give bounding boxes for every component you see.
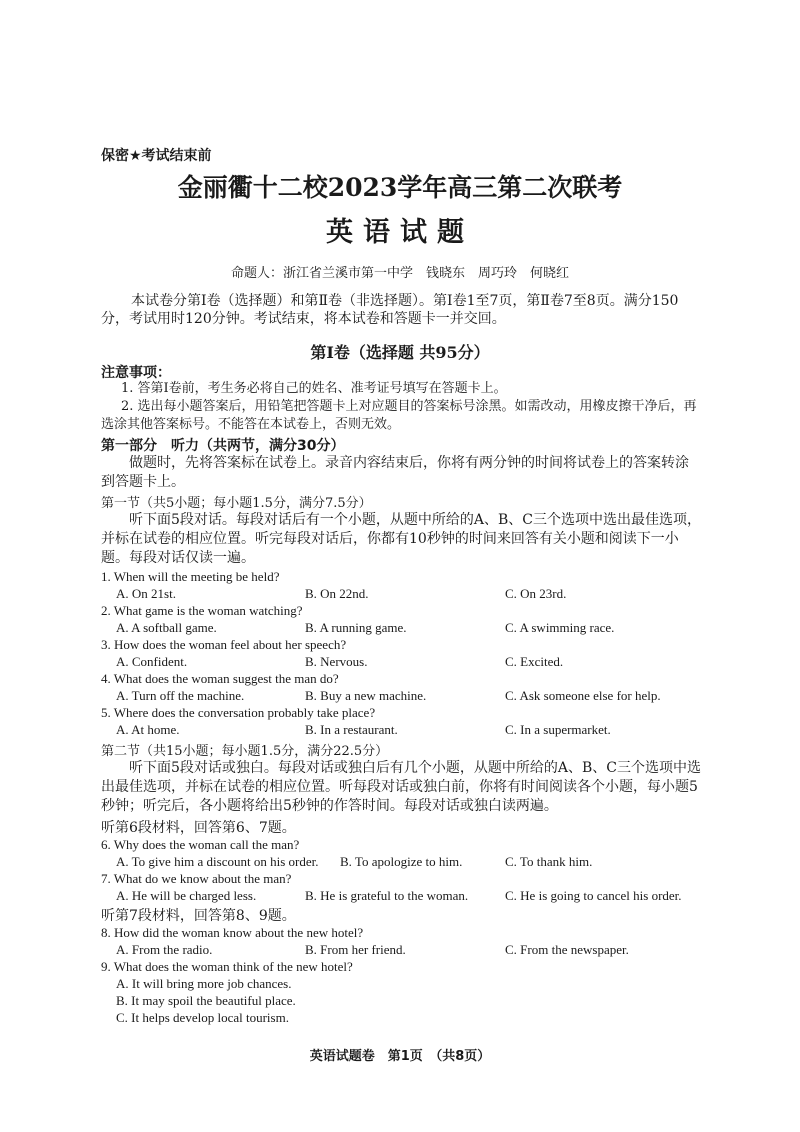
question-3: 3. How does the woman feel about her speech? xyxy=(101,637,347,652)
option-b: B. In a restaurant. xyxy=(305,722,398,737)
option-c: C. It helps develop local tourism. xyxy=(116,1010,289,1025)
page-footer: 英语试题卷 第1页 （共8页） xyxy=(309,1049,491,1064)
option-a: A. Turn off the machine. xyxy=(116,688,245,703)
option-b: B. From her friend. xyxy=(305,942,406,957)
question-6: 6. Why does the woman call the man? xyxy=(101,837,300,852)
section1-title: 第一节（共5小题；每小题1.5分，满分7.5分） xyxy=(101,496,372,511)
option-c: C. In a supermarket. xyxy=(505,722,611,737)
section1-instruction: 听下面5段对话。每段对话后有一个小题，从题中所给的A、B、C三个选项中选出最佳选项，并标在试卷的相应位置。听完每段对话后，你都有10秒钟的时间来回答有关小题和阅读下一小题。每段对话仅读一遍。 xyxy=(101,512,702,566)
section2-instruction: 听下面5段对话或独白。每段对话或独白后有几个小题，从题中所给的A、B、C三个选项中选出最佳选项，并标在试卷的相应位置。听每段对话或独白前，你将有时间阅读各个小题，每小题5秒钟；听完后，各小题将给出5秒钟的作答时间。每段对话或独白读两遍。 xyxy=(101,760,702,814)
question-5: 5. Where does the conversation probably take place? xyxy=(101,705,376,720)
question-1: 1. When will the meeting be held? xyxy=(101,569,280,584)
option-a: A. At home. xyxy=(116,722,180,737)
option-c: C. Excited. xyxy=(505,654,564,669)
option-a: A. On 21st. xyxy=(116,586,176,601)
section-one-title: 第Ⅰ卷（选择题 共95分） xyxy=(310,343,490,362)
option-a: A. Confident. xyxy=(116,654,188,669)
question-8: 8. How did the woman know about the new hotel? xyxy=(101,925,364,940)
question-9: 9. What does the woman think of the new hotel? xyxy=(101,959,353,974)
option-b: B. A running game. xyxy=(305,620,407,635)
option-a: A. From the radio. xyxy=(116,942,213,957)
option-c: C. Ask someone else for help. xyxy=(505,688,661,703)
intro-paragraph: 本试卷分第Ⅰ卷（选择题）和第Ⅱ卷（非选择题）。第Ⅰ卷1至7页，第Ⅱ卷7至8页。满分150分，考试用时120分钟。考试结束，将本试卷和答题卡一并交回。 xyxy=(101,293,679,327)
option-b: B. Buy a new machine. xyxy=(305,688,427,703)
option-c: C. From the newspaper. xyxy=(505,942,629,957)
option-b: B. To apologize to him. xyxy=(340,854,463,869)
notice-item: 1. 答第Ⅰ卷前，考生务必将自己的姓名、准考证号填写在答题卡上。 xyxy=(121,381,507,396)
notice-heading: 注意事项： xyxy=(101,365,171,381)
option-b: B. Nervous. xyxy=(305,654,368,669)
option-c: C. A swimming race. xyxy=(505,620,615,635)
option-a: A. He will be charged less. xyxy=(116,888,257,903)
passage-label: 听第6段材料，回答第6、7题。 xyxy=(101,820,296,836)
option-b: B. He is grateful to the woman. xyxy=(305,888,469,903)
confidential-label: 保密★考试结束前 xyxy=(101,148,212,164)
part-one-title: 第一部分 听力（共两节，满分30分） xyxy=(101,438,345,454)
option-b: B. It may spoil the beautiful place. xyxy=(116,993,296,1008)
option-c: C. On 23rd. xyxy=(505,586,567,601)
passage-label: 听第7段材料，回答第8、9题。 xyxy=(101,908,296,924)
option-c: C. To thank him. xyxy=(505,854,593,869)
part-one-instruction: 做题时，先将答案标在试卷上。录音内容结束后，你将有两分钟的时间将试卷上的答案转涂到答题卡上。 xyxy=(101,455,689,490)
exam-title: 金丽衢十二校2023学年高三第二次联考 xyxy=(177,173,623,202)
option-a: A. It will bring more job chances. xyxy=(116,976,292,991)
authors-line: 命题人：浙江省兰溪市第一中学 钱晓东 周巧玲 何晓红 xyxy=(230,266,569,281)
question-7: 7. What do we know about the man? xyxy=(101,871,292,886)
question-4: 4. What does the woman suggest the man do? xyxy=(101,671,339,686)
option-a: A. A softball game. xyxy=(116,620,217,635)
option-c: C. He is going to cancel his order. xyxy=(505,888,682,903)
option-a: A. To give him a discount on his order. xyxy=(116,854,319,869)
question-2: 2. What game is the woman watching? xyxy=(101,603,303,618)
notice-item: 2. 选出每小题答案后，用铅笔把答题卡上对应题目的答案标号涂黑。如需改动，用橡皮擦干净后，再选涂其他答案标号。不能答在本试卷上，否则无效。 xyxy=(101,399,697,432)
section2-title: 第二节（共15小题；每小题1.5分，满分22.5分） xyxy=(101,744,389,759)
subject-title: 英语试题 xyxy=(326,217,474,248)
option-b: B. On 22nd. xyxy=(305,586,369,601)
